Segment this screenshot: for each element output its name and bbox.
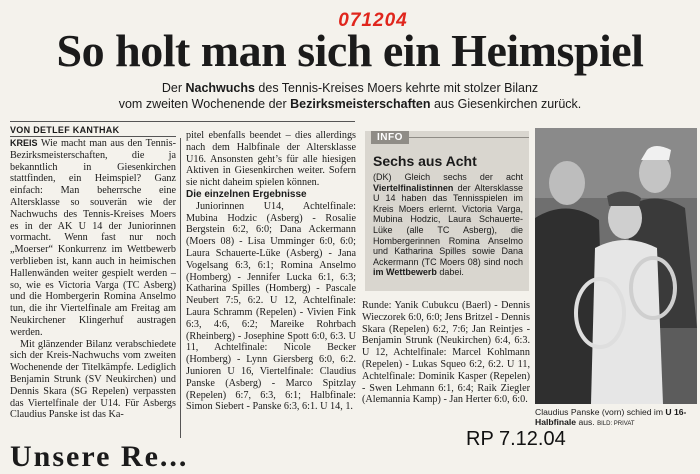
results-text: Juniorinnen U14, Achtelfinale: Mubina Hodzic (Asberg) - Rosalie Bergstein 6:2, 6:0; Dana Ackermann (Moers 08) - Lisa Umminger 6:0, 6:0; Laura Schauerte-Lüke (Asberg) - Jana Vogelsang 6:3, 6:1; Romina Anselmo (Homberg) - Jennifer Lucka 6:1, 6:3; Katharina Spilles (Homberg) - Pascale Neubert 7:5, 6:2. U 12, Achtelfinale: Laura Schramm (Repelen) - Vivien Fink 6:3, 4:6, 6:2; Mareike Rohrbach (Rheinberg) - Josephine Spott 6:0, 6:3. U 11, Achtelfinale: Nicole Becker (Homberg) - Lynn Giersberg 6:0, 6:2. Junioren U 16, Viertelfinale: Claudius Panske (Asberg) - Marco Spitzlay (Repelen) 6:7, 6:3, 6:1; Halbfinale: Simon Siebert - Panske 6:3, 6:1. U 14, 1.	[186, 200, 356, 413]
info-tag: INFO	[371, 131, 409, 144]
info-title: Sechs aus Acht	[373, 153, 477, 169]
info-rule	[409, 137, 529, 138]
paragraph: Mit glänzender Bilanz verabschiedete sich der Kreis-Nachwuchs vom zweiten Wochenende der Titelkämpfe. Lediglich Benjamin Strunk (SV Neukirchen) und Dennis Skara (SG Repelen) verpassten das Viertelfinale der U14. Für Asbergs Claudius Panske ist das Ka-	[10, 338, 176, 421]
dateline: KREIS	[10, 138, 38, 148]
divider	[10, 136, 176, 137]
article-column-3	[362, 300, 530, 406]
results-heading: Die einzelnen Ergebnisse	[186, 188, 307, 200]
source-stamp: RP 7.12.04	[466, 428, 566, 450]
paragraph: pitel ebenfalls beendet – dies allerdings nach dem Halbfinale der Altersklasse U16. Ansonsten geht’s für alle hiesigen Aktiven in Giesenkirchen weiter. Sofern sie nicht daheim spielen können.	[186, 130, 356, 189]
subheadline: Der Nachwuchs des Tennis-Kreises Moers kehrte mit stolzer Bilanz vom zweiten Wochenende der Bezirksmeisterschaften aus Giesenkirchen zurück.	[118, 81, 582, 111]
next-headline-fragment: Unsere Re...	[10, 440, 189, 473]
results-text: Runde: Yanik Cubukcu (Baerl) - Dennis Wieczorek 6:0, 6:0; Jens Britzel - Dennis Skara (Repelen) 6:2, 7:6; Jan Reintjes - Benjamin Strunk (Neukirchen) 6:4, 6:3. U 12, Achtelfinale: Marcel Kohlmann (Repelen) - Lukas Squeo 6:2, 6:2. U 11, Achtelfinale: Dominik Kasper (Repelen) - Swen Lehmann 6:1, 6:4; Raik Ziegler (Alemannia Kamp) - Jan Herter 6:0, 6:0.	[362, 300, 530, 406]
team-photo	[535, 128, 697, 404]
byline: VON DETLEF KANTHAK	[10, 125, 120, 135]
date-stamp: 071204	[338, 10, 408, 31]
info-text: (DK) Gleich sechs der acht Viertelfinalistinnen der Altersklasse U 14 haben das Tennisspielen im Kreis Moers erlernt. Victoria Varga, Mubina Hodzic, Laura Schauerte-Lüke (alle TC Asberg), die Hombergerinnen Romina Anselmo und Katharina Spilles sowie Dana Ackermann (TC Moers 08) sind noch im Wettbewerb dabei.	[373, 172, 523, 278]
headline: So holt man sich ein Heimspiel	[56, 25, 644, 76]
paragraph: Wie macht man aus den Tennis-Bezirksmeisterschaften, die ja bekanntlich in Giesenkirchen stattfinden, ein Heimspiel? Ganz einfach: Man beherrsche eine Altersklasse so souverän wie der Nachwuchs des Tennis-Kreises Moers es in der AK U 14 der Juniorinnen vormacht. Wenn fast nur noch „Moerser“ Konkurrenz im Wettbewerb verblieben ist, kann auch in heimischen Hallenwänden weiter gespielt werden – so, wie es Victoria Varga (TC Asberg) und die Hombergerin Romina Anselmo tun, die ihr Viertelfinale am Freitag am Neukirchener Klingerhuf austragen werden.	[10, 138, 176, 338]
divider	[10, 121, 355, 122]
photo-credit: BILD: PRIVAT	[597, 421, 635, 427]
photo-image	[535, 128, 697, 404]
article-column-1	[10, 138, 176, 421]
article-column-2	[186, 130, 356, 413]
photo-caption: Claudius Panske (vorn) schied im U 16-Halbfinale aus. BILD: PRIVAT	[535, 407, 687, 427]
info-box	[365, 131, 529, 291]
column-divider	[180, 138, 181, 438]
